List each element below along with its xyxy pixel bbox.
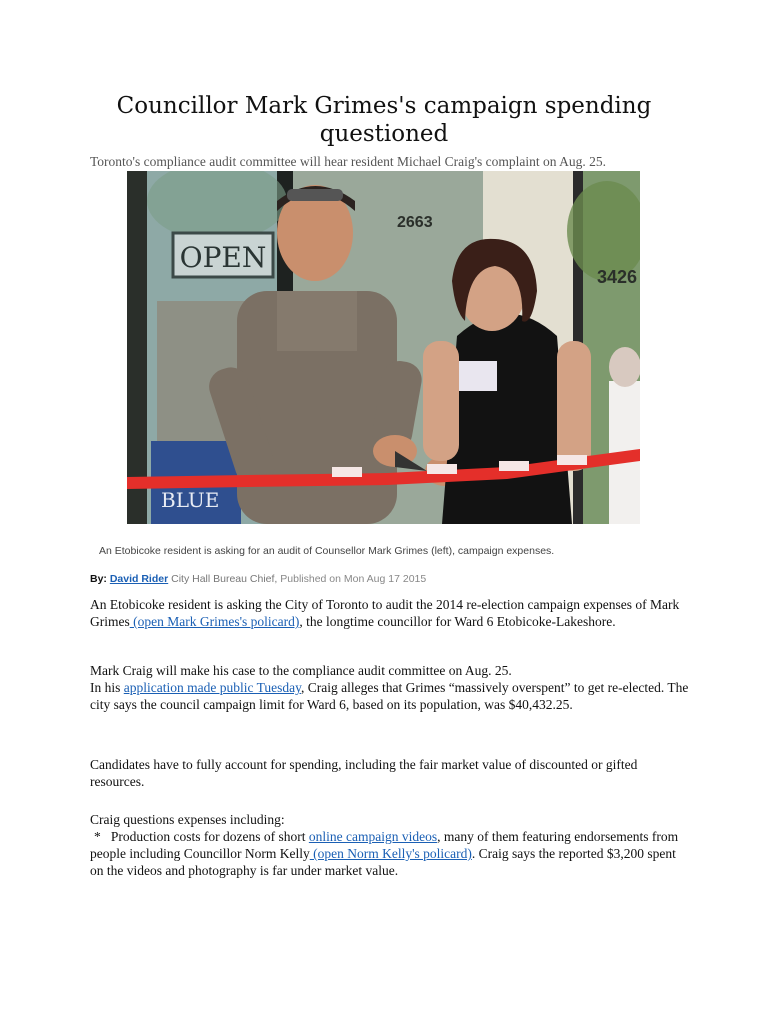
byline — [90, 573, 690, 585]
paragraph-4-text-c: . Craig says the reported $3,200 spent on the videos and photography is far under market value. — [90, 846, 676, 878]
paragraph-2-line-1: Mark Craig will make his case to the compliance audit committee on Aug. 25. — [90, 663, 512, 678]
campaign-videos-link[interactable]: online campaign videos — [308, 829, 438, 844]
address-number-left: 2663 — [397, 214, 433, 231]
paragraph-2-text-b: , Craig alleges that Grimes “massively overspent” to get re-elected. The city says the council campaign limit for Ward 6, based on its population, was $40,432.25. — [90, 680, 689, 712]
paragraph-4-text-b: , many of them featuring endorsements from people including Councillor Norm Kelly — [90, 829, 679, 861]
open-sign-text: OPEN — [179, 241, 267, 274]
paragraph-1-text-a: An Etobicoke resident is asking the City of Toronto to audit the 2014 re-election campaign expenses of Mark Grimes — [90, 597, 680, 629]
article-photo — [127, 171, 640, 524]
paragraph-2-text-a: In his — [90, 680, 124, 695]
author-link[interactable]: David Rider — [109, 573, 169, 585]
paragraph-2 — [90, 662, 690, 713]
paragraph-4 — [90, 811, 690, 879]
address-number-right: 3426 — [597, 267, 638, 287]
paragraph-4-text-a: Production costs for dozens of short — [100, 829, 309, 844]
bullet-marker: * — [94, 829, 101, 844]
paragraph-1-text-b: , the longtime councillor for Ward 6 Etobicoke-Lakeshore. — [299, 614, 616, 629]
application-link[interactable]: application made public Tuesday — [123, 680, 301, 695]
paragraph-1 — [90, 596, 690, 630]
byline-label: By: — [90, 573, 107, 585]
photo-caption: An Etobicoke resident is asking for an audit of Counsellor Mark Grimes (left), campaign expenses. — [99, 545, 555, 557]
kelly-policard-link[interactable]: (open Norm Kelly's policard) — [309, 846, 472, 861]
brand-box-text: BLUE — [161, 488, 220, 512]
article-title: Councillor Mark Grimes's campaign spending questioned — [116, 93, 652, 147]
grimes-policard-link[interactable]: (open Mark Grimes's policard) — [129, 614, 300, 629]
author-role: City Hall Bureau Chief, — [171, 573, 278, 585]
publish-date: Published on Mon Aug 17 2015 — [280, 573, 427, 585]
article-subtitle: Toronto's compliance audit committee will hear resident Michael Craig's complaint on Aug. 25. — [90, 154, 607, 169]
paragraph-4-line-1: Craig questions expenses including: — [90, 812, 285, 827]
paragraph-3: Candidates have to fully account for spending, including the fair market value of discounted or gifted resources. — [90, 757, 638, 789]
